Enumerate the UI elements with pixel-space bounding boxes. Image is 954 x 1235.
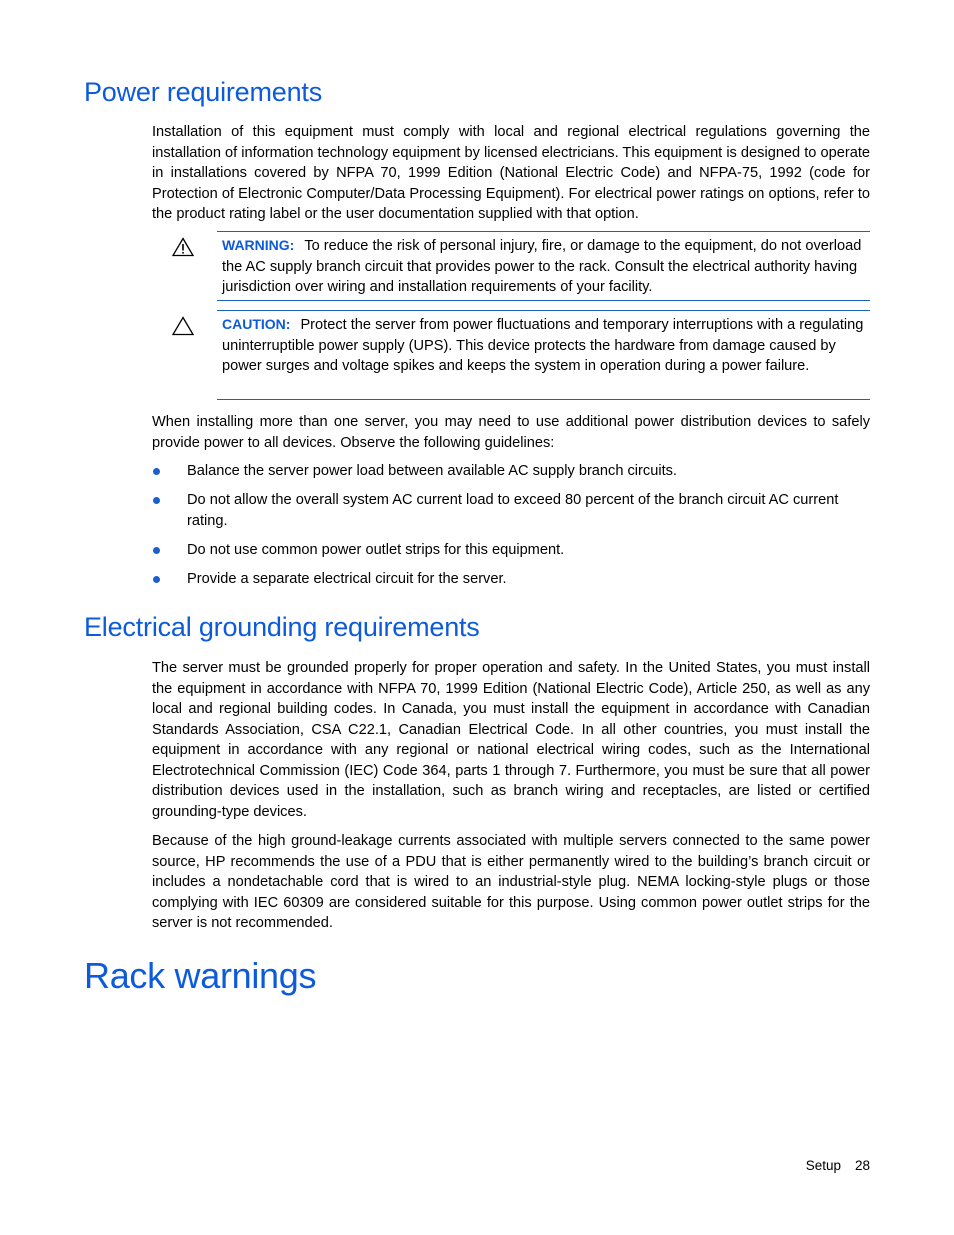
list-item-text: Balance the server power load between available AC supply branch circuits. bbox=[187, 463, 677, 479]
guidelines-intro-paragraph: When installing more than one server, you may need to use additional power distribution devices to safely provide power to all devices. Observe the following guidelines: bbox=[152, 414, 870, 451]
chapter-heading-rack-warnings: Rack warnings bbox=[84, 955, 317, 996]
footer-section-name: Setup bbox=[805, 1158, 841, 1173]
caution-triangle-icon bbox=[172, 316, 194, 336]
warning-notice bbox=[152, 231, 870, 301]
power-intro-paragraph: Installation of this equipment must comply with local and regional electrical regulations governing the installation of information technology equipment by licensed electricians. This equipment is designed to operate in installations covered by NFPA 70, 1999 Edition (National Electric Code) and NFPA-75, 1992 (code for Protection of Electronic Computer/Data Processing Equipment). For electrical power ratings on options, refer to the product rating label or the user documentation supplied with that option. bbox=[152, 124, 870, 222]
list-item bbox=[152, 461, 870, 482]
list-item-text: Do not use common power outlet strips for this equipment. bbox=[187, 541, 565, 558]
warning-label: WARNING: bbox=[222, 237, 295, 253]
bullet-icon bbox=[153, 468, 160, 475]
grounding-paragraph-1: The server must be grounded properly for proper operation and safety. In the United States, you must install the equipment in accordance with NFPA 70, 1999 Edition (National Electric Code), Article 250, as well as any local and regional building codes. In Canada, you must install the equipment in accordance with Canadian Standards Association, CSA C22.1, Canadian Electrical Code. In all other countries, you must install the equipment in accordance with any regional or national electrical wiring codes, such as the International Electrotechnical Commission (IEC) Code 364, parts 1 through 7. Furthermore, you must be sure that all power distribution devices used in the installation, such as branch wiring and receptacles, are listed or certified grounding-type devices. bbox=[152, 660, 870, 820]
caution-label: CAUTION: bbox=[222, 316, 291, 332]
bullet-icon bbox=[153, 576, 160, 583]
warning-box bbox=[217, 231, 870, 301]
warning-triangle-icon bbox=[172, 237, 194, 257]
warning-text: To reduce the risk of personal injury, fire, or damage to the equipment, do not overload the AC supply branch circuit that provides power to the rack. Consult the electrical authority having jurisdiction over wiring and installation requirements of your facility. bbox=[222, 238, 862, 295]
list-item-text: Do not allow the overall system AC current load to exceed 80 percent of the branch circuit AC current rating. bbox=[187, 492, 839, 529]
caution-text: Protect the server from power fluctuations and temporary interruptions with a regulating uninterruptible power supply (UPS). This device protects the hardware from damage caused by power surges and voltage spikes and keeps the system in operation during a power failure. bbox=[222, 317, 864, 374]
caution-box bbox=[217, 310, 870, 400]
bullet-icon bbox=[153, 547, 160, 554]
list-item-text: Provide a separate electrical circuit for the server. bbox=[187, 570, 507, 587]
list-item bbox=[152, 540, 870, 561]
list-item bbox=[152, 569, 870, 590]
page-footer bbox=[806, 1158, 870, 1173]
guidelines-list bbox=[152, 461, 870, 598]
list-item bbox=[152, 490, 870, 531]
page-number: 28 bbox=[854, 1158, 870, 1173]
caution-notice bbox=[152, 310, 870, 400]
section-heading-grounding: Electrical grounding requirements bbox=[84, 612, 480, 642]
section-heading-power: Power requirements bbox=[84, 77, 323, 107]
bullet-icon bbox=[153, 497, 160, 504]
grounding-paragraph-2: Because of the high ground-leakage currents associated with multiple servers connected to the same power source, HP recommends the use of a PDU that is either permanently wired to the building’s branch circuit or includes a nondetachable cord that is wired to an industrial-style plug. NEMA locking-style plugs or those complying with IEC 60309 are considered suitable for this purpose. Using common power outlet strips for the server is not recommended. bbox=[152, 833, 870, 931]
